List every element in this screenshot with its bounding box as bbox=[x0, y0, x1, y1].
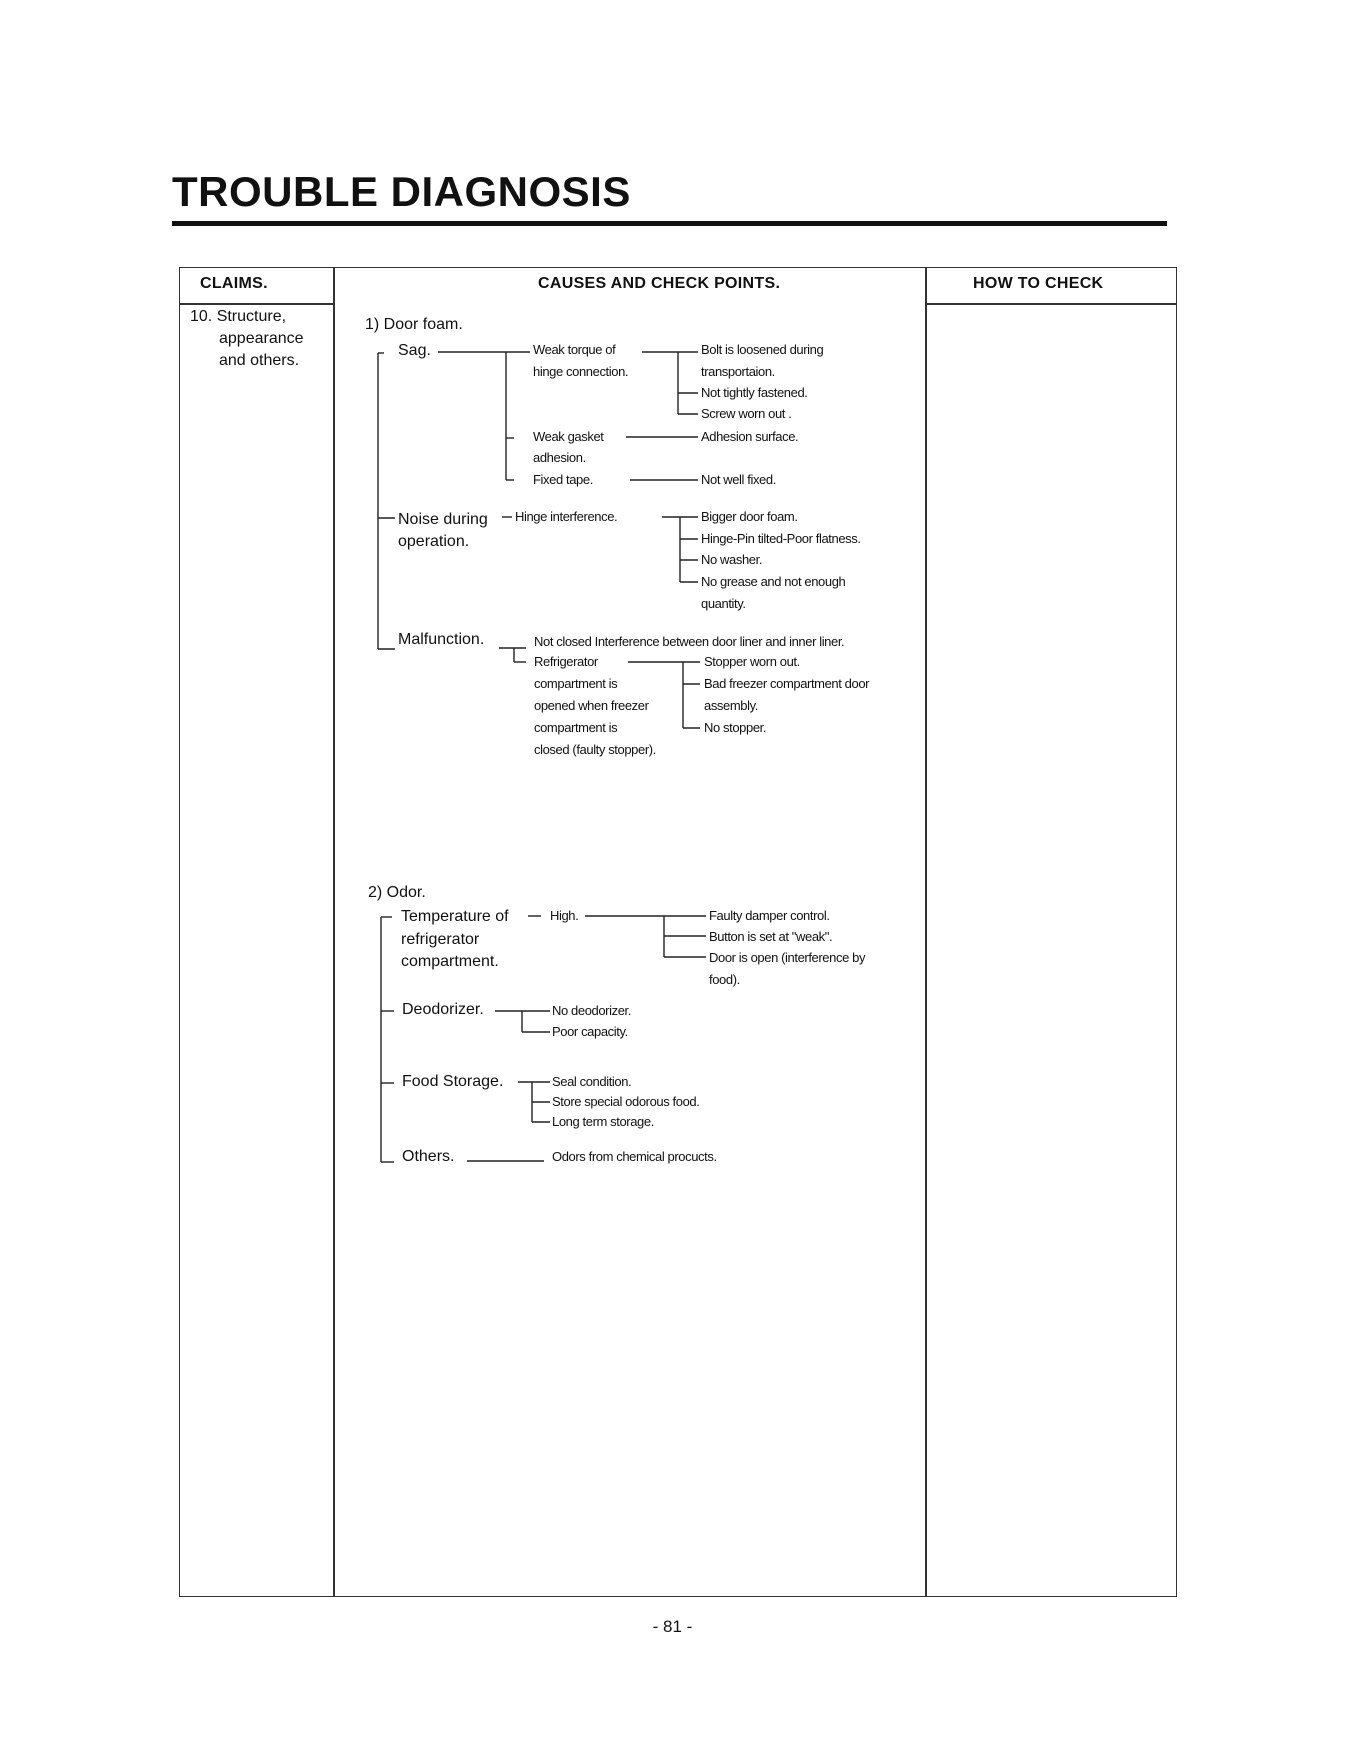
check-not-tightly-fastened: Not tightly fastened. bbox=[701, 385, 808, 400]
cause-refrigerator-opened: closed (faulty stopper). bbox=[534, 742, 656, 757]
cause-noise: operation. bbox=[398, 533, 470, 550]
cause-weak-gasket: Weak gasket bbox=[533, 429, 604, 444]
check-poor-capacity: Poor capacity. bbox=[552, 1024, 628, 1039]
check-bad-freezer-door: Bad freezer compartment door bbox=[704, 676, 870, 691]
check-not-well-fixed: Not well fixed. bbox=[701, 472, 776, 487]
check-button-weak: Button is set at "weak". bbox=[709, 929, 833, 944]
check-bad-freezer-door: assembly. bbox=[704, 698, 758, 713]
cause-noise: Noise during bbox=[398, 511, 488, 528]
cause-food-storage: Food Storage. bbox=[402, 1073, 504, 1090]
header-how-to-check: HOW TO CHECK bbox=[973, 275, 1104, 292]
cause-temperature: Temperature of bbox=[401, 908, 509, 925]
section-door-foam: 1) Door foam. bbox=[365, 316, 463, 333]
check-no-stopper: No stopper. bbox=[704, 720, 767, 735]
claim-line: and others. bbox=[219, 352, 300, 369]
cause-fixed-tape: Fixed tape. bbox=[533, 472, 593, 487]
cause-malfunction: Malfunction. bbox=[398, 631, 485, 648]
check-bolt-loosened: Bolt is loosened during bbox=[701, 342, 824, 357]
check-odors-chemical: Odors from chemical procucts. bbox=[552, 1149, 717, 1164]
cause-hinge-interference: Hinge interference. bbox=[515, 509, 618, 524]
check-no-washer: No washer. bbox=[701, 552, 763, 567]
cause-refrigerator-opened: compartment is bbox=[534, 676, 618, 691]
header-causes: CAUSES AND CHECK POINTS. bbox=[538, 275, 781, 292]
cause-refrigerator-opened: Refrigerator bbox=[534, 654, 598, 669]
cause-refrigerator-opened: compartment is bbox=[534, 720, 618, 735]
cause-deodorizer: Deodorizer. bbox=[402, 1001, 484, 1018]
check-stopper-worn: Stopper worn out. bbox=[704, 654, 800, 669]
section-odor: 2) Odor. bbox=[368, 884, 426, 901]
check-not-closed: Not closed Interference between door liner and inner liner. bbox=[534, 634, 845, 649]
check-hinge-pin: Hinge-Pin tilted-Poor flatness. bbox=[701, 531, 861, 546]
check-bolt-loosened: transportaion. bbox=[701, 364, 775, 379]
check-seal-condition: Seal condition. bbox=[552, 1074, 632, 1089]
cause-sag: Sag. bbox=[398, 342, 431, 359]
cause-weak-gasket: adhesion. bbox=[533, 450, 586, 465]
check-door-open: Door is open (interference by bbox=[709, 950, 866, 965]
check-long-term-storage: Long term storage. bbox=[552, 1114, 654, 1129]
page-title: TROUBLE DIAGNOSIS bbox=[172, 168, 631, 215]
check-bigger-door-foam: Bigger door foam. bbox=[701, 509, 798, 524]
check-no-deodorizer: No deodorizer. bbox=[552, 1003, 631, 1018]
page-number: - 81 - bbox=[652, 1617, 693, 1636]
check-store-special-food: Store special odorous food. bbox=[552, 1094, 700, 1109]
check-faulty-damper: Faulty damper control. bbox=[709, 908, 830, 923]
cause-temperature: refrigerator bbox=[401, 931, 480, 948]
check-door-open: food). bbox=[709, 972, 740, 987]
cause-refrigerator-opened: opened when freezer bbox=[534, 698, 649, 713]
check-no-grease: quantity. bbox=[701, 596, 746, 611]
cause-high: High. bbox=[550, 908, 579, 923]
cause-others: Others. bbox=[402, 1148, 455, 1165]
check-adhesion-surface: Adhesion surface. bbox=[701, 429, 799, 444]
cause-temperature: compartment. bbox=[401, 953, 499, 970]
claim-line: 10. Structure, bbox=[190, 308, 287, 325]
check-screw-worn: Screw worn out . bbox=[701, 406, 792, 421]
cause-weak-torque: hinge connection. bbox=[533, 364, 629, 379]
cause-weak-torque: Weak torque of bbox=[533, 342, 616, 357]
header-claims: CLAIMS. bbox=[200, 275, 268, 292]
claim-line: appearance bbox=[219, 330, 304, 347]
check-no-grease: No grease and not enough bbox=[701, 574, 846, 589]
